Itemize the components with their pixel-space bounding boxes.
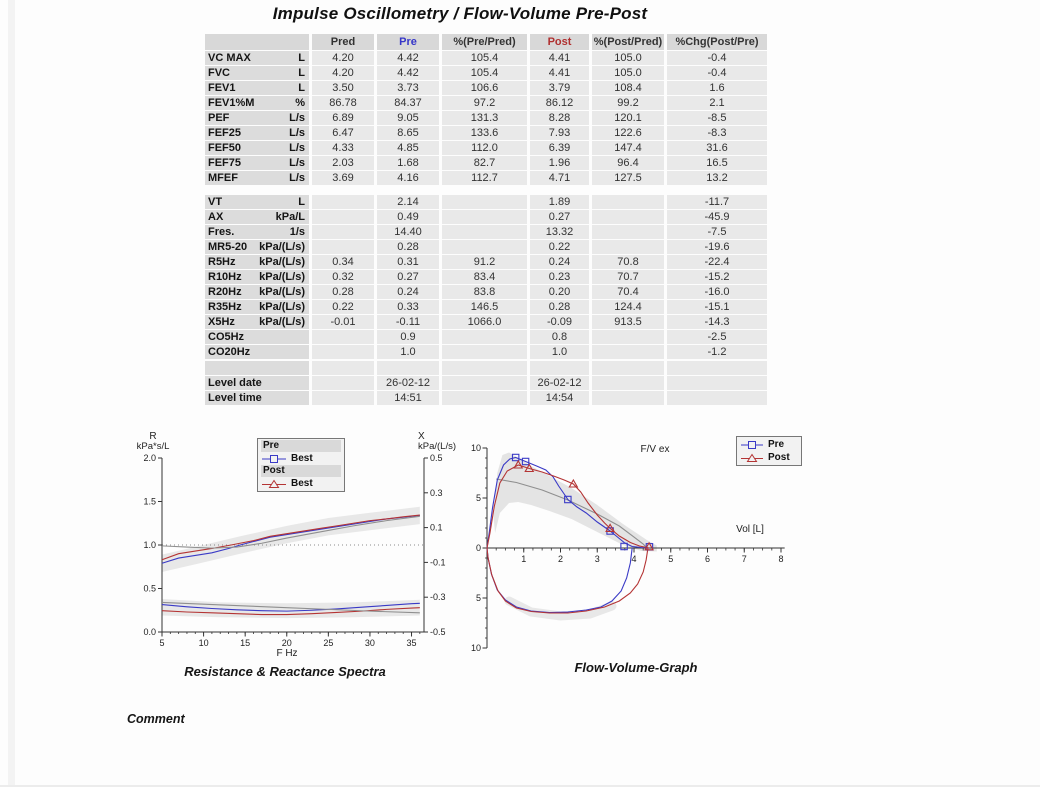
fv-legend-pre-row: [740, 438, 798, 451]
cell-post-pct: 108.4: [592, 81, 664, 95]
cell-pre: 4.16: [377, 171, 439, 185]
cell-post-pct: 99.2: [592, 96, 664, 110]
table-row: [205, 96, 771, 110]
spectra-left-axis-label: R kPa*s/L: [136, 431, 170, 452]
cell-pre: 3.73: [377, 81, 439, 95]
cell-post: 0.28: [530, 300, 589, 314]
cell-chg: [667, 361, 767, 375]
cell-post-pct: 913.5: [592, 315, 664, 329]
cell-pre-pct: [442, 225, 527, 239]
svg-text:5: 5: [475, 593, 481, 603]
table-row: [205, 285, 771, 299]
cell-post: 1.96: [530, 156, 589, 170]
svg-text:8: 8: [778, 554, 784, 564]
cell-pre-pct: [442, 361, 527, 375]
cell-post-pct: 105.0: [592, 66, 664, 80]
legend-pre-label: Best: [291, 453, 313, 464]
comment-label: Comment: [127, 712, 185, 726]
table-header-row: [205, 34, 771, 50]
cell-post-pct: [592, 195, 664, 209]
cell-post: 4.41: [530, 51, 589, 65]
cell-post-pct: 70.8: [592, 255, 664, 269]
cell-post: 1.0: [530, 345, 589, 359]
fv-legend-post-label: Post: [768, 452, 790, 463]
cell-pre: 8.65: [377, 126, 439, 140]
cell-pre: 1.68: [377, 156, 439, 170]
table-row: [205, 300, 771, 314]
cell-pre-pct: [442, 240, 527, 254]
cell-pre: 14:51: [377, 391, 439, 405]
cell-post-pct: 105.0: [592, 51, 664, 65]
cell-parameter: MFEF L/s: [205, 171, 309, 185]
table-group-3: [205, 361, 771, 405]
svg-text:10: 10: [470, 443, 481, 453]
cell-post-pct: 96.4: [592, 156, 664, 170]
cell-pre: 4.42: [377, 66, 439, 80]
cell-pred: 3.50: [312, 81, 374, 95]
cell-post: [530, 361, 589, 375]
cell-pre: 0.24: [377, 285, 439, 299]
flow-volume-chart: [455, 428, 817, 673]
spectra-chart-title: Resistance & Reactance Spectra: [184, 664, 386, 679]
cell-parameter: VC MAX L: [205, 51, 309, 65]
cell-post: 0.22: [530, 240, 589, 254]
cell-pred: 86.78: [312, 96, 374, 110]
cell-pred: 0.34: [312, 255, 374, 269]
cell-pred: 6.89: [312, 111, 374, 125]
legend-pre-header: Pre: [261, 440, 341, 452]
cell-chg: -8.5: [667, 111, 767, 125]
cell-pre-pct: [442, 345, 527, 359]
cell-post: -0.09: [530, 315, 589, 329]
svg-text:5: 5: [159, 638, 165, 648]
svg-text:25: 25: [323, 638, 334, 648]
cell-pre-pct: 82.7: [442, 156, 527, 170]
cell-pre: 84.37: [377, 96, 439, 110]
table-row: [205, 255, 771, 269]
results-table: [205, 34, 771, 406]
cell-chg: [667, 376, 767, 390]
spectra-chart: [118, 431, 457, 670]
header-post: Post: [530, 34, 589, 50]
cell-pre: 4.42: [377, 51, 439, 65]
cell-post-pct: [592, 225, 664, 239]
table-row: [205, 210, 771, 224]
header-pre-pct: %(Pre/Pred): [442, 34, 527, 50]
svg-text:-0.3: -0.3: [430, 592, 446, 603]
cell-post-pct: 124.4: [592, 300, 664, 314]
cell-parameter: FEV1%M %: [205, 96, 309, 110]
table-row: [205, 270, 771, 284]
svg-text:0.3: 0.3: [430, 487, 443, 498]
cell-chg: -15.1: [667, 300, 767, 314]
svg-text:15: 15: [240, 638, 251, 648]
cell-chg: -11.7: [667, 195, 767, 209]
table-row: [205, 240, 771, 254]
cell-pre: 0.49: [377, 210, 439, 224]
cell-pred: [312, 361, 374, 375]
cell-pre: 0.33: [377, 300, 439, 314]
post-triangle-marker-icon: [740, 453, 764, 463]
header-pre: Pre: [377, 34, 439, 50]
cell-pre: 0.31: [377, 255, 439, 269]
cell-chg: -19.6: [667, 240, 767, 254]
spectra-legend: [257, 438, 345, 492]
svg-text:1: 1: [521, 554, 527, 564]
cell-post: 86.12: [530, 96, 589, 110]
table-row: [205, 126, 771, 140]
cell-pre: -0.11: [377, 315, 439, 329]
cell-pre-pct: 83.4: [442, 270, 527, 284]
table-row: [205, 111, 771, 125]
cell-post-pct: 120.1: [592, 111, 664, 125]
cell-post: 7.93: [530, 126, 589, 140]
cell-post-pct: 70.7: [592, 270, 664, 284]
cell-post-pct: [592, 391, 664, 405]
cell-pre: 4.85: [377, 141, 439, 155]
cell-parameter: VT L: [205, 195, 309, 209]
cell-chg: [667, 391, 767, 405]
cell-parameter: AX kPa/L: [205, 210, 309, 224]
cell-chg: -2.5: [667, 330, 767, 344]
svg-text:5: 5: [668, 554, 674, 564]
spectra-x-axis-label: F Hz: [276, 648, 298, 659]
table-group-2: [205, 195, 771, 359]
cell-parameter: CO20Hz: [205, 345, 309, 359]
cell-pre-pct: 112.0: [442, 141, 527, 155]
page-title: Impulse Oscillometry / Flow-Volume Pre-Post: [272, 4, 648, 23]
svg-text:0.0: 0.0: [143, 627, 156, 637]
table-row: [205, 195, 771, 209]
fv-chart-title: Flow-Volume-Graph: [574, 660, 698, 675]
pre-square-marker-icon: [740, 440, 764, 450]
cell-pre-pct: 97.2: [442, 96, 527, 110]
cell-post-pct: [592, 345, 664, 359]
cell-post: 1.89: [530, 195, 589, 209]
cell-pre: 0.9: [377, 330, 439, 344]
cell-pred: -0.01: [312, 315, 374, 329]
cell-parameter: FVC L: [205, 66, 309, 80]
cell-pred: 2.03: [312, 156, 374, 170]
cell-pred: 6.47: [312, 126, 374, 140]
cell-parameter: Level date: [205, 376, 309, 390]
cell-pred: 4.20: [312, 51, 374, 65]
cell-post-pct: [592, 210, 664, 224]
cell-post-pct: 122.6: [592, 126, 664, 140]
table-group-1: [205, 51, 771, 185]
cell-chg: -15.2: [667, 270, 767, 284]
fv-legend-post-row: [740, 451, 798, 464]
cell-pred: [312, 225, 374, 239]
cell-pre-pct: 112.7: [442, 171, 527, 185]
cell-parameter: FEF75 L/s: [205, 156, 309, 170]
svg-text:10: 10: [470, 643, 481, 653]
table-row: [205, 141, 771, 155]
table-row: [205, 345, 771, 359]
header-chg: %Chg(Post/Pre): [667, 34, 767, 50]
cell-pred: 0.32: [312, 270, 374, 284]
cell-pre-pct: [442, 391, 527, 405]
cell-pred: [312, 195, 374, 209]
svg-text:4: 4: [631, 554, 637, 564]
cell-pre: 1.0: [377, 345, 439, 359]
header-pred: Pred: [312, 34, 374, 50]
svg-text:30: 30: [364, 638, 375, 648]
cell-pre-pct: 105.4: [442, 66, 527, 80]
fv-x-axis-label: Vol [L]: [736, 524, 764, 535]
cell-pre-pct: [442, 376, 527, 390]
table-row: [205, 376, 771, 390]
cell-pre-pct: [442, 330, 527, 344]
table-row: [205, 315, 771, 329]
header-post-pct: %(Post/Pred): [593, 36, 663, 48]
cell-pred: [312, 240, 374, 254]
cell-pred: [312, 210, 374, 224]
cell-post: 0.24: [530, 255, 589, 269]
legend-pre-row: [261, 452, 341, 465]
cell-pred: 4.33: [312, 141, 374, 155]
cell-chg: 16.5: [667, 156, 767, 170]
cell-post: 0.20: [530, 285, 589, 299]
cell-chg: 31.6: [667, 141, 767, 155]
cell-chg: -0.4: [667, 66, 767, 80]
table-row: [205, 391, 771, 405]
cell-parameter: [205, 361, 309, 375]
pre-square-marker-icon: [261, 454, 287, 464]
svg-text:0.5: 0.5: [430, 453, 443, 463]
table-row: [205, 225, 771, 239]
svg-text:-0.1: -0.1: [430, 557, 446, 568]
cell-post: 26-02-12: [530, 376, 589, 390]
cell-pred: 4.20: [312, 66, 374, 80]
cell-pre-pct: 83.8: [442, 285, 527, 299]
svg-text:5: 5: [475, 493, 481, 503]
cell-chg: -0.4: [667, 51, 767, 65]
cell-pre-pct: 1066.0: [442, 315, 527, 329]
cell-pred: 0.28: [312, 285, 374, 299]
cell-pre: 26-02-12: [377, 376, 439, 390]
cell-post: 4.71: [530, 171, 589, 185]
cell-chg: -7.5: [667, 225, 767, 239]
svg-text:-0.5: -0.5: [430, 627, 446, 637]
cell-post-pct: 70.4: [592, 285, 664, 299]
svg-text:0.5: 0.5: [143, 583, 156, 594]
table-row: [205, 66, 771, 80]
cell-parameter: MR5-20 kPa/(L/s): [205, 240, 309, 254]
cell-pre-pct: 131.3: [442, 111, 527, 125]
table-row: [205, 171, 771, 185]
cell-parameter: R20Hz kPa/(L/s): [205, 285, 309, 299]
svg-text:0.1: 0.1: [430, 522, 443, 533]
cell-post: 4.41: [530, 66, 589, 80]
cell-chg: 13.2: [667, 171, 767, 185]
cell-pre-pct: 106.6: [442, 81, 527, 95]
cell-chg: -1.2: [667, 345, 767, 359]
cell-parameter: FEF25 L/s: [205, 126, 309, 140]
svg-text:2.0: 2.0: [143, 453, 156, 463]
cell-post: 0.8: [530, 330, 589, 344]
table-row: [205, 51, 771, 65]
cell-pre-pct: 146.5: [442, 300, 527, 314]
svg-text:2: 2: [557, 554, 564, 564]
cell-chg: -16.0: [667, 285, 767, 299]
cell-pre: 14.40: [377, 225, 439, 239]
svg-text:35: 35: [406, 638, 417, 648]
cell-parameter: R10Hz kPa/(L/s): [205, 270, 309, 284]
table-row: [205, 361, 771, 375]
legend-post-label: Best: [291, 478, 313, 489]
cell-pre-pct: 91.2: [442, 255, 527, 269]
svg-text:1.5: 1.5: [143, 496, 156, 507]
cell-chg: -45.9: [667, 210, 767, 224]
cell-post-pct: 147.4: [592, 141, 664, 155]
cell-parameter: Level time: [205, 391, 309, 405]
fv-legend: [736, 436, 802, 466]
cell-pre-pct: [442, 210, 527, 224]
table-row: [205, 81, 771, 95]
svg-text:6: 6: [704, 554, 711, 564]
svg-text:10: 10: [198, 638, 209, 648]
post-triangle-marker-icon: [261, 479, 287, 489]
cell-pre: 0.28: [377, 240, 439, 254]
cell-chg: -14.3: [667, 315, 767, 329]
cell-pre-pct: 133.6: [442, 126, 527, 140]
cell-pred: [312, 391, 374, 405]
cell-pred: [312, 376, 374, 390]
svg-text:20: 20: [281, 638, 292, 648]
cell-pre-pct: 105.4: [442, 51, 527, 65]
cell-chg: 2.1: [667, 96, 767, 110]
cell-parameter: Fres. 1/s: [205, 225, 309, 239]
cell-post: 13.32: [530, 225, 589, 239]
cell-pre: 9.05: [377, 111, 439, 125]
svg-text:3: 3: [594, 554, 600, 564]
cell-post: 0.23: [530, 270, 589, 284]
svg-text:7: 7: [741, 554, 747, 564]
cell-parameter: X5Hz kPa/(L/s): [205, 315, 309, 329]
cell-pred: 3.69: [312, 171, 374, 185]
cell-chg: 1.6: [667, 81, 767, 95]
fv-annotation: F/V ex: [640, 444, 670, 455]
cell-post-pct: [592, 361, 664, 375]
legend-post-header: Post: [261, 465, 341, 477]
svg-text:1.0: 1.0: [143, 540, 156, 550]
table-row: [205, 156, 771, 170]
legend-post-row: [261, 477, 341, 490]
cell-pre-pct: [442, 195, 527, 209]
table-body: [205, 51, 771, 405]
fv-legend-pre-label: Pre: [768, 439, 785, 450]
cell-post: 0.27: [530, 210, 589, 224]
cell-post-pct: [592, 376, 664, 390]
cell-parameter: CO5Hz: [205, 330, 309, 344]
cell-parameter: R5Hz kPa/(L/s): [205, 255, 309, 269]
cell-pred: [312, 345, 374, 359]
cell-chg: -22.4: [667, 255, 767, 269]
cell-post: 3.79: [530, 81, 589, 95]
cell-post: 14:54: [530, 391, 589, 405]
cell-post-pct: [592, 240, 664, 254]
cell-parameter: FEV1 L: [205, 81, 309, 95]
cell-pre: [377, 361, 439, 375]
cell-pre: 0.27: [377, 270, 439, 284]
cell-parameter: R35Hz kPa/(L/s): [205, 300, 309, 314]
cell-pre: 2.14: [377, 195, 439, 209]
cell-post: 6.39: [530, 141, 589, 155]
spectra-right-axis-label: X kPa/(L/s): [418, 431, 457, 452]
svg-text:0: 0: [475, 543, 481, 553]
scan-artifact-strip: [8, 0, 15, 785]
cell-parameter: FEF50 L/s: [205, 141, 309, 155]
cell-chg: -8.3: [667, 126, 767, 140]
cell-post-pct: 127.5: [592, 171, 664, 185]
table-row: [205, 330, 771, 344]
cell-pred: 0.22: [312, 300, 374, 314]
cell-parameter: PEF L/s: [205, 111, 309, 125]
cell-pred: [312, 330, 374, 344]
cell-post: 8.28: [530, 111, 589, 125]
header-parameter: [205, 34, 309, 50]
cell-post-pct: [592, 330, 664, 344]
